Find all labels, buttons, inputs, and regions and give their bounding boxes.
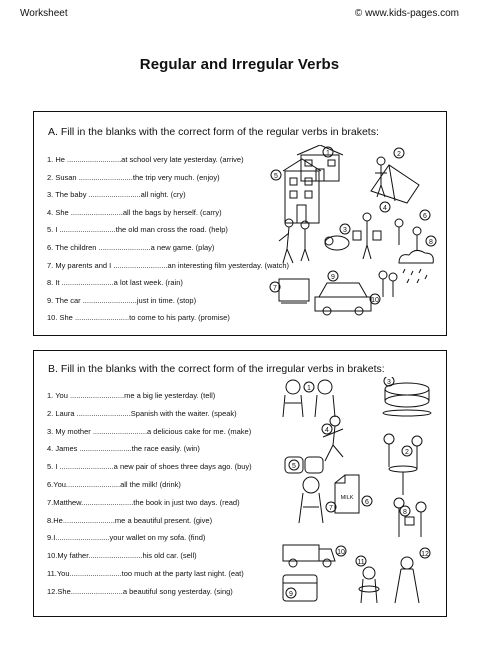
- picture-number: 1: [307, 385, 311, 392]
- singing-girl-icon: [395, 557, 419, 603]
- exercise-a-item: 2. Susan ..........................the trip very much. (enjoy): [47, 173, 220, 182]
- picture-number: 10: [337, 549, 345, 556]
- page-title: Regular and Irregular Verbs: [139, 56, 340, 73]
- woman-with-bags-icon: [353, 213, 381, 259]
- picture-number: 8: [429, 239, 433, 246]
- old-man-icon: [279, 219, 309, 263]
- picture-number: 2: [397, 151, 401, 158]
- exercise-a-item: 4. She .........................all the bags by herself. (carry): [47, 208, 222, 217]
- picture-number: 9: [331, 274, 335, 281]
- copyright-icon: ©: [354, 8, 363, 19]
- exercise-b-item: 4. James .........................the race easily. (win): [47, 444, 200, 453]
- section-b-illustration: [249, 377, 439, 613]
- old-car-icon: [283, 545, 335, 567]
- picture-number: 7: [329, 505, 333, 512]
- rain-cloud-icon: [399, 250, 433, 283]
- exercise-b-item: 2. Laura ..........................Spanish with the waiter. (speak): [47, 409, 237, 418]
- picture-number: 3: [343, 227, 347, 234]
- picture-number: 4: [325, 427, 329, 434]
- picture-number: 7: [273, 285, 277, 292]
- exercise-b-item: 10.My father..........................his old car. (sell): [47, 551, 197, 560]
- exercise-b-item: 5. I ..........................a new pair of shoes three days ago. (buy): [47, 462, 252, 471]
- copyright-notice: [355, 8, 459, 19]
- school-building-icon: [297, 145, 343, 181]
- milk-carton-label: MILK: [340, 495, 354, 501]
- exercise-b-item: 7.Matthew.........................the book in just two days. (read): [47, 498, 240, 507]
- television-icon: [279, 279, 309, 303]
- picture-number: 5: [292, 463, 296, 470]
- person-icon: [375, 157, 387, 197]
- picture-number: 6: [365, 499, 369, 506]
- exercise-a-item: 7. My parents and I ..........................an interesting film yesterday. (watch): [47, 261, 290, 270]
- exercise-b-item: 12.She.........................a beautiful song yesterday. (sing): [47, 587, 233, 596]
- exercise-a-item: 6. The children .........................a new game. (play): [47, 243, 215, 252]
- milk-carton-icon: [335, 475, 359, 513]
- children-playing-icon: [395, 219, 421, 251]
- gift-couple-icon: [394, 498, 426, 537]
- exercise-a-item: 10. She ..........................to come to his party. (promise): [47, 313, 230, 322]
- man-eating-icon: [359, 567, 379, 603]
- exercise-b-item: 3. My mother ..........................a delicious cake for me. (make): [47, 427, 252, 436]
- picture-number: 3: [387, 379, 391, 386]
- section-a-illustration: [249, 145, 439, 333]
- section-b-box: [33, 350, 447, 617]
- website-label: www.kids-pages.com: [365, 8, 459, 19]
- picture-number: 5: [274, 173, 278, 180]
- picture-number: 2: [405, 449, 409, 456]
- picture-number: 12: [421, 551, 429, 558]
- exercise-b-item: 9.I..........................your wallet on my sofa. (find): [47, 533, 206, 542]
- picture-number: 10: [371, 297, 379, 304]
- picture-number: 6: [423, 213, 427, 220]
- exercise-b-item: 11.You.........................too much at the party last night. (eat): [47, 569, 244, 578]
- exercise-a-item: 8. It .........................a lot last week. (rain): [47, 278, 183, 287]
- shoes-icon: [285, 457, 323, 473]
- exercise-b-item: 8.He.........................me a beautiful present. (give): [47, 516, 213, 525]
- baby-icon: [325, 236, 349, 250]
- exercise-a-item: 1. He ..........................at school very late yesterday. (arrive): [47, 155, 244, 164]
- cafe-waiter-icon: [384, 434, 422, 495]
- exercise-b-item: 6.You..........................all the milk! (drink): [47, 480, 181, 489]
- worksheet-label: Worksheet: [20, 8, 68, 19]
- exercise-a-item: 9. The car ..........................just in time. (stop): [47, 296, 197, 305]
- exercise-a-item: 3. The baby .........................all night. (cry): [47, 190, 186, 199]
- section-a-instruction: A. Fill in the blanks with the correct form of the regular verbs in brakets:: [48, 126, 379, 138]
- tent-icon: [371, 165, 419, 203]
- exercise-b-item: 1. You ..........................me a big lie yesterday. (tell): [47, 391, 216, 400]
- exercise-a-item: 5. I ...........................the old man cross the road. (help): [47, 225, 228, 234]
- house-icon: [283, 159, 321, 223]
- picture-number: 11: [357, 559, 365, 566]
- picture-number: 1: [326, 150, 330, 157]
- cake-icon: [383, 383, 431, 416]
- picture-number: 4: [383, 205, 387, 212]
- picture-number: 9: [289, 591, 293, 598]
- section-a-box: [33, 111, 447, 336]
- couple-icon: [379, 271, 397, 297]
- runner-icon: [323, 416, 343, 461]
- page-header: [0, 0, 479, 22]
- reading-person-icon: [299, 477, 323, 523]
- picture-number: 8: [403, 509, 407, 516]
- section-b-instruction: B. Fill in the blanks with the correct form of the irregular verbs in brakets:: [48, 363, 385, 375]
- car-icon: [315, 283, 371, 315]
